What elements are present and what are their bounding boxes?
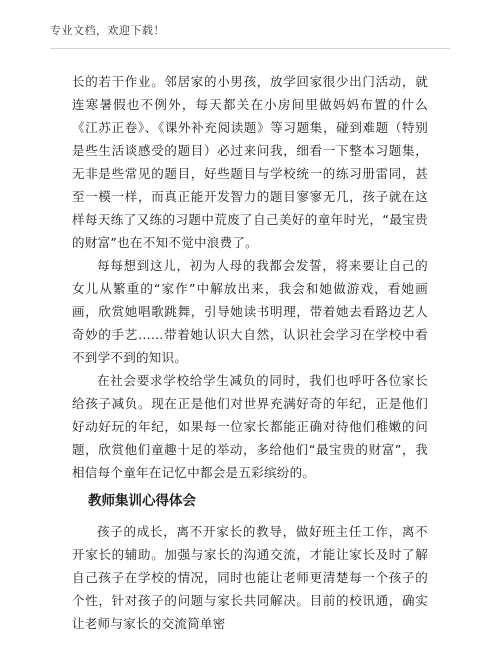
paragraph-1: 长的若干作业。邻居家的小男孩，放学回家很少出门活动，就连寒暑假也不例外，每天都关在小房间里做妈妈布置的什么《江苏正卷》、《课外补充阅读题》等习题集，碰到难题（特别是些生活谈感受的题目）必过来问我，细看一下整本习题集，无非是些常见的题目，好些题目与学校统一的练习册雷同，甚至一模一样，而真正能开发智力的题目寥寥无几，孩子就在这样每天练了又练的习题中荒废了自己美好的童年时光，“最宝贵的财富”也在不知不觉中浪费了。 bbox=[72, 74, 428, 250]
paragraph-2: 每每想到这儿，初为人母的我都会发誓，将来要让自己的女儿从繁重的“家作”中解放出来，我会和她做游戏，看她画画，欣赏她唱歌跳舞，引导她读书明理，带着她去看路边艺人奇妙的手艺……带着她认识大自然，认识社会学习在学校中看不到学不到的知识。 bbox=[72, 258, 428, 365]
page-header: 专业文档，欢迎下载！ bbox=[50, 24, 165, 37]
header-divider bbox=[50, 48, 450, 49]
paragraph-4: 孩子的成长，离不开家长的教导，做好班主任工作，离不开家长的辅助。加强与家长的沟通交流，才能让家长及时了解自己孩子在学校的情况，同时也能让老师更清楚每一个孩子的个性，针对孩子的问题与家长共同解决。目前的校讯通，确实让老师与家长的交流简单密 bbox=[72, 524, 428, 631]
section-title: 教师集训心得体会 bbox=[88, 493, 196, 509]
paragraph-3: 在社会要求学校给学生减负的同时，我们也呼吁各位家长给孩子减负。现在正是他们对世界充满好奇的年纪，正是他们好动好玩的年纪，如果每一位家长都能正确对待他们稚嫩的问题，欣赏他们童趣十足的举动，多给他们“最宝贵的财富”，我相信每个童年在记忆中都会是五彩缤纷的。 bbox=[72, 373, 428, 480]
document-body bbox=[72, 70, 428, 635]
